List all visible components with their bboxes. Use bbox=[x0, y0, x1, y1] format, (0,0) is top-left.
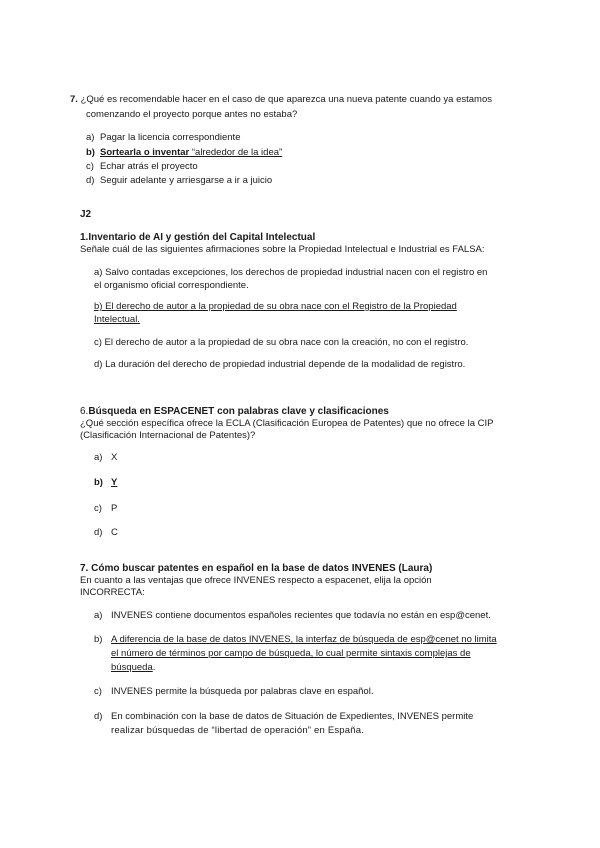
q6-prompt-line1: ¿Qué sección específica ofrece la ECLA (Clasificación Europea de Patentes) que no ofrece la CIP bbox=[80, 418, 494, 429]
q6-title-text: Búsqueda en ESPACENET con palabras clave y clasificaciones bbox=[88, 406, 389, 417]
q6-option-c: c) P bbox=[94, 503, 118, 514]
q7b-option-a: a) INVENES contiene documentos españoles recientes que todavía no están en esp@cenet. bbox=[94, 610, 491, 621]
q1-option-b-line1: b) El derecho de autor a la propiedad de su obra nace con el Registro de la Propiedad bbox=[94, 301, 457, 312]
q7b-option-b-line1: b) A diferencia de la base de datos INVENES, la interfaz de búsqueda de esp@cenet no limita bbox=[94, 634, 497, 645]
q7b-title: 7. Cómo buscar patentes en español en la base de datos INVENES (Laura) bbox=[80, 563, 433, 574]
q1-prompt: Señale cuál de las siguientes afirmaciones sobre la Propiedad Intelectual e Industrial es FALSA: bbox=[80, 244, 485, 255]
q7b-option-d-line2: realizar búsquedas de “libertad de operación” en España. bbox=[111, 725, 365, 736]
q1-option-b-line2: Intelectual. bbox=[94, 314, 140, 325]
q7a-option-d: d) Seguir adelante y arriesgarse a ir a juicio bbox=[86, 175, 273, 186]
q7b-prompt-line2: INCORRECTA: bbox=[80, 587, 145, 598]
q7a-option-a: a) Pagar la licencia correspondiente bbox=[86, 132, 241, 143]
q7a-number: 7. bbox=[70, 94, 78, 105]
q7a-text-line1: ¿Qué es recomendable hacer en el caso de que aparezca una nueva patente cuando ya estamos bbox=[80, 94, 492, 105]
q1-option-a-line1: a) Salvo contadas excepciones, los derechos de propiedad industrial nacen con el registro en bbox=[94, 267, 488, 278]
q7b-option-d-line1: d) En combinación con la base de datos de Situación de Expedientes, INVENES permite bbox=[94, 711, 474, 722]
q7a-option-b: b) Sortearla o inventar “alrededor de la idea” bbox=[86, 147, 283, 158]
q7a-line1 bbox=[70, 93, 492, 106]
q1-option-d: d) La duración del derecho de propiedad industrial depende de la modalidad de registro. bbox=[94, 359, 466, 370]
q1-option-c: c) El derecho de autor a la propiedad de su obra nace con la creación, no con el registro. bbox=[94, 337, 469, 348]
q6-number: 6. bbox=[80, 406, 89, 417]
q6-option-d: d) C bbox=[94, 527, 118, 538]
q7b-option-b-line2: el número de términos por campo de búsqueda, lo cual permite sintaxis complejas de bbox=[111, 648, 471, 659]
q1-title: 1.Inventario de AI y gestión del Capital Intelectual bbox=[80, 232, 316, 243]
q7a-option-c: c) Echar atrás el proyecto bbox=[86, 161, 198, 172]
q6-prompt-line2: (Clasificación Internacional de Patentes)? bbox=[80, 430, 256, 441]
q6-option-a: a) X bbox=[94, 452, 118, 463]
q7a-text-line2: comenzando el proyecto porque antes no estaba? bbox=[86, 109, 298, 120]
q1-option-a-line2: el organismo oficial correspondiente. bbox=[94, 280, 249, 291]
q7b-option-c: c) INVENES permite la búsqueda por palabras clave en español. bbox=[94, 686, 374, 697]
q7b-prompt-line1: En cuanto a las ventajas que ofrece INVENES respecto a espacenet, elija la opción bbox=[80, 575, 432, 586]
section-label: J2 bbox=[80, 209, 92, 220]
q6-option-b: b) Y bbox=[94, 477, 118, 488]
q7b-option-b-line3: búsqueda. bbox=[111, 662, 156, 673]
